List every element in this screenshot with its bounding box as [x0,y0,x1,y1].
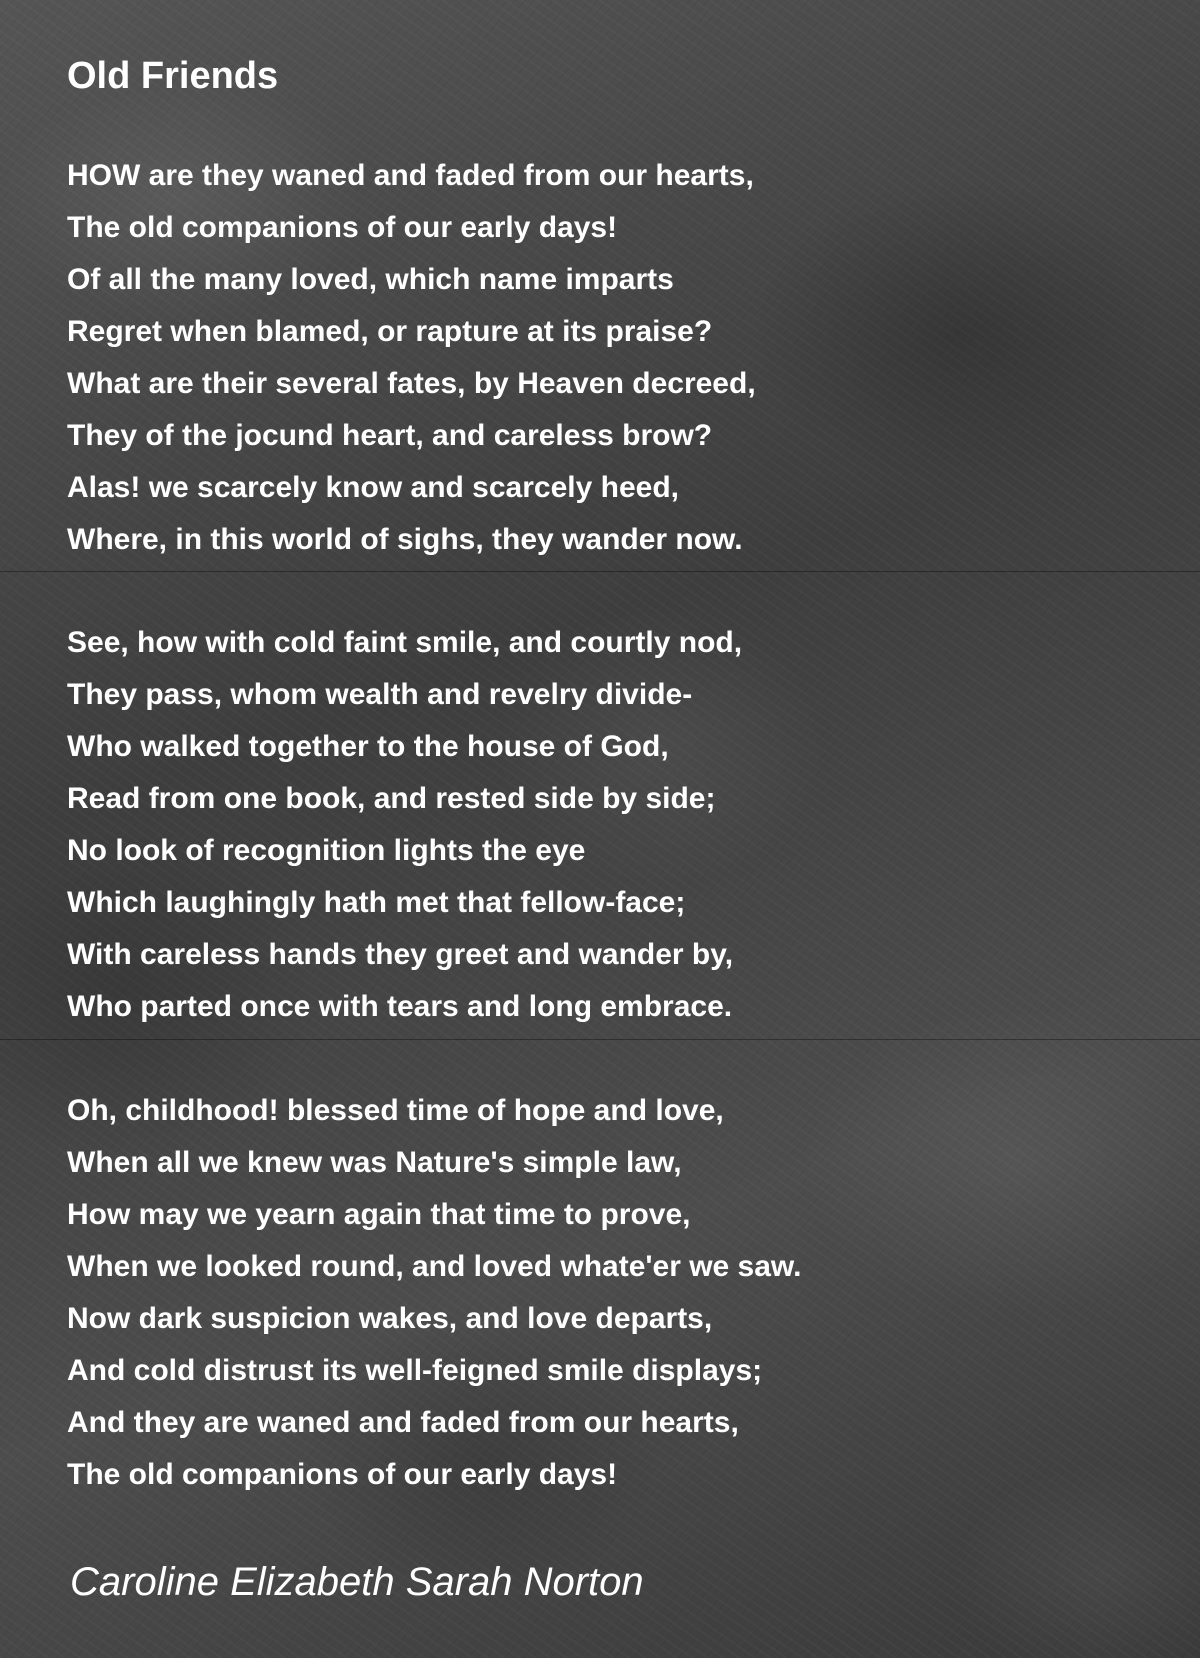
poem-line: Who walked together to the house of God, [67,730,669,763]
poem-line: Now dark suspicion wakes, and love departs, [67,1302,713,1335]
poem-line: Alas! we scarcely know and scarcely heed, [67,471,679,504]
poem-line: When we looked round, and loved whate'er we saw. [67,1250,802,1283]
poem-line: Read from one book, and rested side by side; [67,782,716,815]
poem-line: The old companions of our early days! [67,211,618,244]
poem-line: And they are waned and faded from our hearts, [67,1406,739,1439]
poem-line: Where, in this world of sighs, they wander now. [67,523,743,556]
poem-title: Old Friends [67,55,279,97]
poem-line: They of the jocund heart, and careless brow? [67,419,713,452]
poem-line: See, how with cold faint smile, and courtly nod, [67,626,743,659]
stanza-2 [67,617,742,1033]
stanza-3 [67,1085,802,1501]
poem-line: Who parted once with tears and long embrace. [67,990,733,1023]
poem-line: They pass, whom wealth and revelry divide- [67,678,693,711]
poem-line: Of all the many loved, which name imparts [67,263,674,296]
poem-line: What are their several fates, by Heaven decreed, [67,367,756,400]
poem-line: Oh, childhood! blessed time of hope and love, [67,1094,724,1127]
poem-line: When all we knew was Nature's simple law, [67,1146,682,1179]
stanza-divider [0,571,1200,572]
poem-author: Caroline Elizabeth Sarah Norton [70,1560,644,1604]
poem-line: No look of recognition lights the eye [67,834,586,867]
stanza-1 [67,150,756,566]
poem-line: The old companions of our early days! [67,1458,618,1491]
poem-line: Which laughingly hath met that fellow-face; [67,886,686,919]
poem-line: With careless hands they greet and wander by, [67,938,734,971]
poem-line: Regret when blamed, or rapture at its praise? [67,315,713,348]
poem-line: And cold distrust its well-feigned smile displays; [67,1354,763,1387]
poem-line: How may we yearn again that time to prove, [67,1198,691,1231]
poem-line: HOW are they waned and faded from our hearts, [67,159,754,192]
stanza-divider [0,1039,1200,1040]
